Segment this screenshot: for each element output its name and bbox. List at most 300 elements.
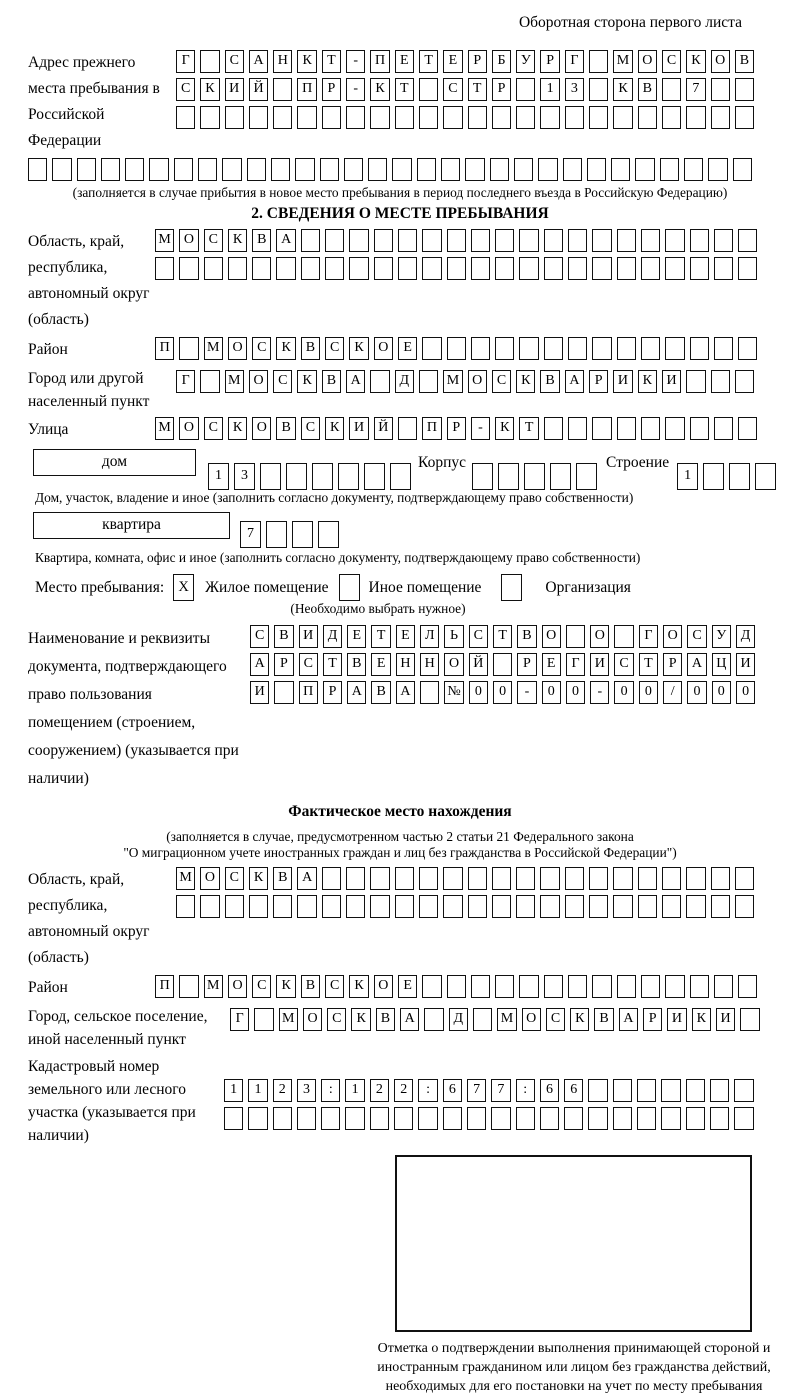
actual-region-block: [28, 867, 772, 971]
char-cell: У: [712, 625, 731, 648]
char-cell: [149, 158, 168, 181]
char-cell: 1: [677, 463, 698, 490]
char-cell: [637, 1079, 656, 1102]
city-row: [176, 370, 759, 393]
prev-address-row-2: [176, 78, 759, 101]
char-cell: В: [347, 653, 366, 676]
char-cell: [174, 158, 193, 181]
char-cell: С: [327, 1008, 346, 1031]
char-cell: Р: [492, 78, 511, 101]
char-cell: [514, 158, 533, 181]
char-cell: [686, 370, 705, 393]
char-cell: М: [279, 1008, 298, 1031]
stroenie-cells: [677, 463, 781, 486]
char-cell: М: [225, 370, 244, 393]
char-cell: [176, 895, 195, 918]
char-cell: [686, 895, 705, 918]
prev-address-block: [28, 50, 772, 154]
char-cell: [665, 337, 684, 360]
char-cell: [249, 106, 268, 129]
char-cell: 1: [224, 1079, 243, 1102]
char-cell: О: [468, 370, 487, 393]
char-cell: /: [663, 681, 682, 704]
char-cell: О: [542, 625, 561, 648]
char-cell: [176, 106, 195, 129]
prev-address-row-1: [176, 50, 759, 73]
char-cell: И: [225, 78, 244, 101]
char-cell: О: [374, 975, 393, 998]
char-cell: [252, 257, 271, 280]
char-cell: Н: [396, 653, 415, 676]
char-cell: [540, 1107, 559, 1130]
char-cell: Б: [492, 50, 511, 73]
char-cell: [266, 521, 287, 548]
stay-option-organization-label: Организация: [545, 579, 631, 596]
char-cell: А: [687, 653, 706, 676]
char-cell: К: [228, 417, 247, 440]
char-cell: [495, 337, 514, 360]
char-cell: [179, 337, 198, 360]
char-cell: [540, 867, 559, 890]
char-cell: [490, 158, 509, 181]
char-cell: С: [492, 370, 511, 393]
char-cell: [370, 1107, 389, 1130]
char-cell: [711, 370, 730, 393]
char-cell: К: [495, 417, 514, 440]
char-cell: А: [400, 1008, 419, 1031]
char-cell: Г: [565, 50, 584, 73]
char-cell: [322, 867, 341, 890]
char-cell: М: [204, 337, 223, 360]
char-cell: 7: [240, 521, 261, 548]
char-cell: [447, 229, 466, 252]
char-cell: [589, 50, 608, 73]
char-cell: Р: [468, 50, 487, 73]
char-cell: Д: [449, 1008, 468, 1031]
char-cell: [318, 521, 339, 548]
char-cell: И: [667, 1008, 686, 1031]
char-cell: [495, 257, 514, 280]
char-cell: О: [638, 50, 657, 73]
stay-option-other-checkbox: [339, 574, 360, 601]
char-cell: К: [686, 50, 705, 73]
char-cell: [568, 337, 587, 360]
char-cell: Е: [396, 625, 415, 648]
house-note: Дом, участок, владение и иное (заполнить согласно документу, подтверждающему право собственности): [35, 490, 634, 505]
char-cell: [703, 463, 724, 490]
char-cell: [635, 158, 654, 181]
street-block: [28, 417, 772, 443]
char-cell: 2: [394, 1079, 413, 1102]
char-cell: [524, 463, 545, 490]
char-cell: [516, 78, 535, 101]
char-cell: [224, 1107, 243, 1130]
char-cell: [516, 1107, 535, 1130]
char-cell: [495, 975, 514, 998]
char-cell: [614, 625, 633, 648]
char-cell: [592, 229, 611, 252]
char-cell: М: [204, 975, 223, 998]
char-cell: В: [594, 1008, 613, 1031]
confirmation-stamp-box: [395, 1155, 752, 1332]
char-cell: О: [200, 867, 219, 890]
street-label: Улица: [28, 421, 69, 438]
char-cell: [125, 158, 144, 181]
char-cell: -: [590, 681, 609, 704]
char-cell: [398, 417, 417, 440]
char-cell: [589, 106, 608, 129]
char-cell: [247, 158, 266, 181]
char-cell: [544, 337, 563, 360]
char-cell: Е: [371, 653, 390, 676]
char-cell: М: [613, 50, 632, 73]
char-cell: О: [444, 653, 463, 676]
char-cell: 0: [566, 681, 585, 704]
char-cell: [544, 257, 563, 280]
char-cell: [471, 229, 490, 252]
char-cell: П: [370, 50, 389, 73]
actual-district-label: Район: [28, 979, 68, 996]
char-cell: Р: [323, 681, 342, 704]
prev-address-label: Адрес прежнего места пребывания в Российской Федерации: [28, 54, 160, 149]
char-cell: О: [303, 1008, 322, 1031]
char-cell: [349, 229, 368, 252]
city-block: [28, 367, 772, 413]
char-cell: 6: [443, 1079, 462, 1102]
char-cell: [273, 106, 292, 129]
char-cell: [714, 417, 733, 440]
char-cell: А: [396, 681, 415, 704]
page-header: Оборотная сторона первого листа: [518, 14, 742, 31]
section2-heading: 2. СВЕДЕНИЯ О МЕСТЕ ПРЕБЫВАНИЯ: [251, 205, 549, 222]
document-row-2: [250, 653, 760, 676]
char-cell: П: [422, 417, 441, 440]
actual-location-heading: Фактическое место нахождения: [288, 803, 512, 820]
char-cell: М: [176, 867, 195, 890]
char-cell: [544, 975, 563, 998]
char-cell: Р: [589, 370, 608, 393]
char-cell: [617, 337, 636, 360]
char-cell: [271, 158, 290, 181]
char-cell: [228, 257, 247, 280]
char-cell: [588, 1079, 607, 1102]
char-cell: Т: [419, 50, 438, 73]
region-row-2: [155, 257, 762, 280]
char-cell: Р: [517, 653, 536, 676]
district-label: Район: [28, 341, 68, 358]
char-cell: [322, 895, 341, 918]
char-cell: [641, 229, 660, 252]
korpus-cells: [472, 463, 602, 486]
char-cell: [735, 106, 754, 129]
char-cell: [312, 463, 333, 490]
char-cell: [566, 625, 585, 648]
char-cell: А: [619, 1008, 638, 1031]
char-cell: 6: [564, 1079, 583, 1102]
char-cell: И: [716, 1008, 735, 1031]
char-cell: У: [516, 50, 535, 73]
char-cell: [467, 1107, 486, 1130]
char-cell: [684, 158, 703, 181]
char-cell: [519, 229, 538, 252]
stay-option-residential-checkbox: X: [173, 574, 194, 601]
region-row-1: [155, 229, 762, 252]
char-cell: [398, 257, 417, 280]
char-cell: В: [371, 681, 390, 704]
char-cell: Т: [519, 417, 538, 440]
char-cell: Е: [398, 337, 417, 360]
char-cell: И: [349, 417, 368, 440]
char-cell: [564, 1107, 583, 1130]
char-cell: [198, 158, 217, 181]
char-cell: Й: [249, 78, 268, 101]
char-cell: [665, 417, 684, 440]
char-cell: О: [179, 229, 198, 252]
char-cell: [297, 1107, 316, 1130]
stay-option-residential-label: Жилое помещение: [205, 579, 329, 596]
char-cell: [204, 257, 223, 280]
char-cell: [690, 229, 709, 252]
char-cell: [471, 337, 490, 360]
char-cell: Ь: [444, 625, 463, 648]
char-cell: [617, 417, 636, 440]
char-cell: [468, 106, 487, 129]
char-cell: [738, 975, 757, 998]
char-cell: 2: [370, 1079, 389, 1102]
char-cell: С: [250, 625, 269, 648]
char-cell: [613, 867, 632, 890]
char-cell: [617, 229, 636, 252]
char-cell: 0: [712, 681, 731, 704]
cadastre-block: [28, 1055, 772, 1147]
actual-district-block: [28, 975, 772, 1001]
char-cell: :: [516, 1079, 535, 1102]
char-cell: [565, 867, 584, 890]
char-cell: В: [273, 867, 292, 890]
char-cell: [492, 867, 511, 890]
stay-type-label: Место пребывания:: [35, 579, 165, 596]
char-cell: Е: [347, 625, 366, 648]
char-cell: О: [179, 417, 198, 440]
char-cell: [101, 158, 120, 181]
char-cell: В: [517, 625, 536, 648]
char-cell: 7: [467, 1079, 486, 1102]
char-cell: В: [301, 975, 320, 998]
char-cell: Д: [323, 625, 342, 648]
char-cell: К: [349, 975, 368, 998]
char-cell: А: [346, 370, 365, 393]
char-cell: [321, 1107, 340, 1130]
char-cell: [493, 653, 512, 676]
char-cell: А: [297, 867, 316, 890]
char-cell: [447, 257, 466, 280]
char-cell: [563, 158, 582, 181]
char-cell: [492, 895, 511, 918]
char-cell: [200, 106, 219, 129]
char-cell: [495, 229, 514, 252]
char-cell: С: [204, 417, 223, 440]
char-cell: О: [252, 417, 271, 440]
char-cell: -: [471, 417, 490, 440]
char-cell: [301, 229, 320, 252]
char-cell: [613, 106, 632, 129]
char-cell: В: [735, 50, 754, 73]
char-cell: М: [155, 417, 174, 440]
char-cell: 0: [493, 681, 512, 704]
char-cell: Й: [374, 417, 393, 440]
char-cell: [540, 895, 559, 918]
char-cell: [424, 1008, 443, 1031]
char-cell: 2: [273, 1079, 292, 1102]
char-cell: [708, 158, 727, 181]
char-cell: [273, 1107, 292, 1130]
char-cell: [346, 867, 365, 890]
char-cell: [738, 229, 757, 252]
char-cell: [734, 1107, 753, 1130]
char-cell: [200, 895, 219, 918]
char-cell: К: [370, 78, 389, 101]
char-cell: [473, 1008, 492, 1031]
char-cell: [320, 158, 339, 181]
char-cell: [592, 257, 611, 280]
stay-option-other-label: Иное помещение: [368, 579, 482, 596]
char-cell: С: [204, 229, 223, 252]
char-cell: №: [444, 681, 463, 704]
char-cell: [638, 106, 657, 129]
char-cell: П: [155, 337, 174, 360]
char-cell: [374, 229, 393, 252]
char-cell: 0: [542, 681, 561, 704]
char-cell: [420, 681, 439, 704]
char-cell: К: [692, 1008, 711, 1031]
char-cell: [516, 106, 535, 129]
char-cell: [370, 370, 389, 393]
char-cell: Д: [736, 625, 755, 648]
char-cell: [641, 257, 660, 280]
char-cell: [733, 158, 752, 181]
char-cell: [714, 337, 733, 360]
document-block: [28, 625, 772, 793]
char-cell: С: [252, 975, 271, 998]
char-cell: Т: [468, 78, 487, 101]
stay-option-organization-checkbox: [501, 574, 522, 601]
char-cell: П: [299, 681, 318, 704]
actual-city-label: Город, сельское поселение, иной населенный пункт: [28, 1008, 208, 1048]
char-cell: [498, 463, 519, 490]
char-cell: [690, 337, 709, 360]
char-cell: С: [225, 867, 244, 890]
char-cell: [617, 975, 636, 998]
actual-region-row-2: [176, 895, 759, 918]
char-cell: [637, 1107, 656, 1130]
char-cell: [661, 1107, 680, 1130]
char-cell: [690, 257, 709, 280]
char-cell: [468, 895, 487, 918]
char-cell: [395, 106, 414, 129]
char-cell: [565, 895, 584, 918]
char-cell: [519, 257, 538, 280]
char-cell: О: [522, 1008, 541, 1031]
char-cell: [276, 257, 295, 280]
char-cell: [686, 1079, 705, 1102]
char-cell: Й: [469, 653, 488, 676]
char-cell: Р: [322, 78, 341, 101]
char-cell: О: [663, 625, 682, 648]
char-cell: Д: [395, 370, 414, 393]
document-row-1: [250, 625, 760, 648]
char-cell: С: [687, 625, 706, 648]
char-cell: [390, 463, 411, 490]
char-cell: О: [374, 337, 393, 360]
char-cell: В: [301, 337, 320, 360]
char-cell: [641, 975, 660, 998]
char-cell: И: [662, 370, 681, 393]
char-cell: [690, 975, 709, 998]
char-cell: [370, 895, 389, 918]
char-cell: [349, 257, 368, 280]
char-cell: [641, 337, 660, 360]
street-row: [155, 417, 762, 440]
actual-region-label: Область, край, республика, автономный округ (область): [28, 871, 150, 966]
char-cell: 0: [639, 681, 658, 704]
char-cell: О: [711, 50, 730, 73]
char-cell: Т: [323, 653, 342, 676]
char-cell: [735, 78, 754, 101]
char-cell: [638, 867, 657, 890]
char-cell: К: [325, 417, 344, 440]
char-cell: О: [249, 370, 268, 393]
char-cell: [155, 257, 174, 280]
char-cell: 0: [687, 681, 706, 704]
char-cell: [273, 78, 292, 101]
char-cell: [419, 895, 438, 918]
char-cell: [344, 158, 363, 181]
char-cell: С: [325, 337, 344, 360]
char-cell: С: [176, 78, 195, 101]
char-cell: [617, 257, 636, 280]
district-row: [155, 337, 762, 360]
char-cell: [422, 975, 441, 998]
char-cell: [345, 1107, 364, 1130]
char-cell: Е: [542, 653, 561, 676]
char-cell: К: [276, 337, 295, 360]
char-cell: [690, 417, 709, 440]
char-cell: И: [613, 370, 632, 393]
char-cell: А: [347, 681, 366, 704]
actual-district-row: [155, 975, 762, 998]
char-cell: [447, 337, 466, 360]
prev-address-row-4: [28, 158, 772, 181]
char-cell: [200, 50, 219, 73]
apartment-note: Квартира, комната, офис и иное (заполнить согласно документу, подтверждающему право собственности): [35, 550, 641, 565]
char-cell: [710, 1107, 729, 1130]
char-cell: И: [299, 625, 318, 648]
char-cell: [422, 337, 441, 360]
char-cell: А: [249, 50, 268, 73]
char-cell: [398, 229, 417, 252]
char-cell: [468, 867, 487, 890]
actual-location-note-1: (заполняется в случае, предусмотренном частью 2 статьи 21 Федерального закона: [166, 829, 634, 844]
char-cell: -: [517, 681, 536, 704]
char-cell: Т: [395, 78, 414, 101]
char-cell: О: [590, 625, 609, 648]
char-cell: Р: [643, 1008, 662, 1031]
char-cell: [738, 257, 757, 280]
char-cell: [273, 895, 292, 918]
char-cell: 0: [614, 681, 633, 704]
char-cell: [550, 463, 571, 490]
apartment-row: [33, 512, 772, 544]
